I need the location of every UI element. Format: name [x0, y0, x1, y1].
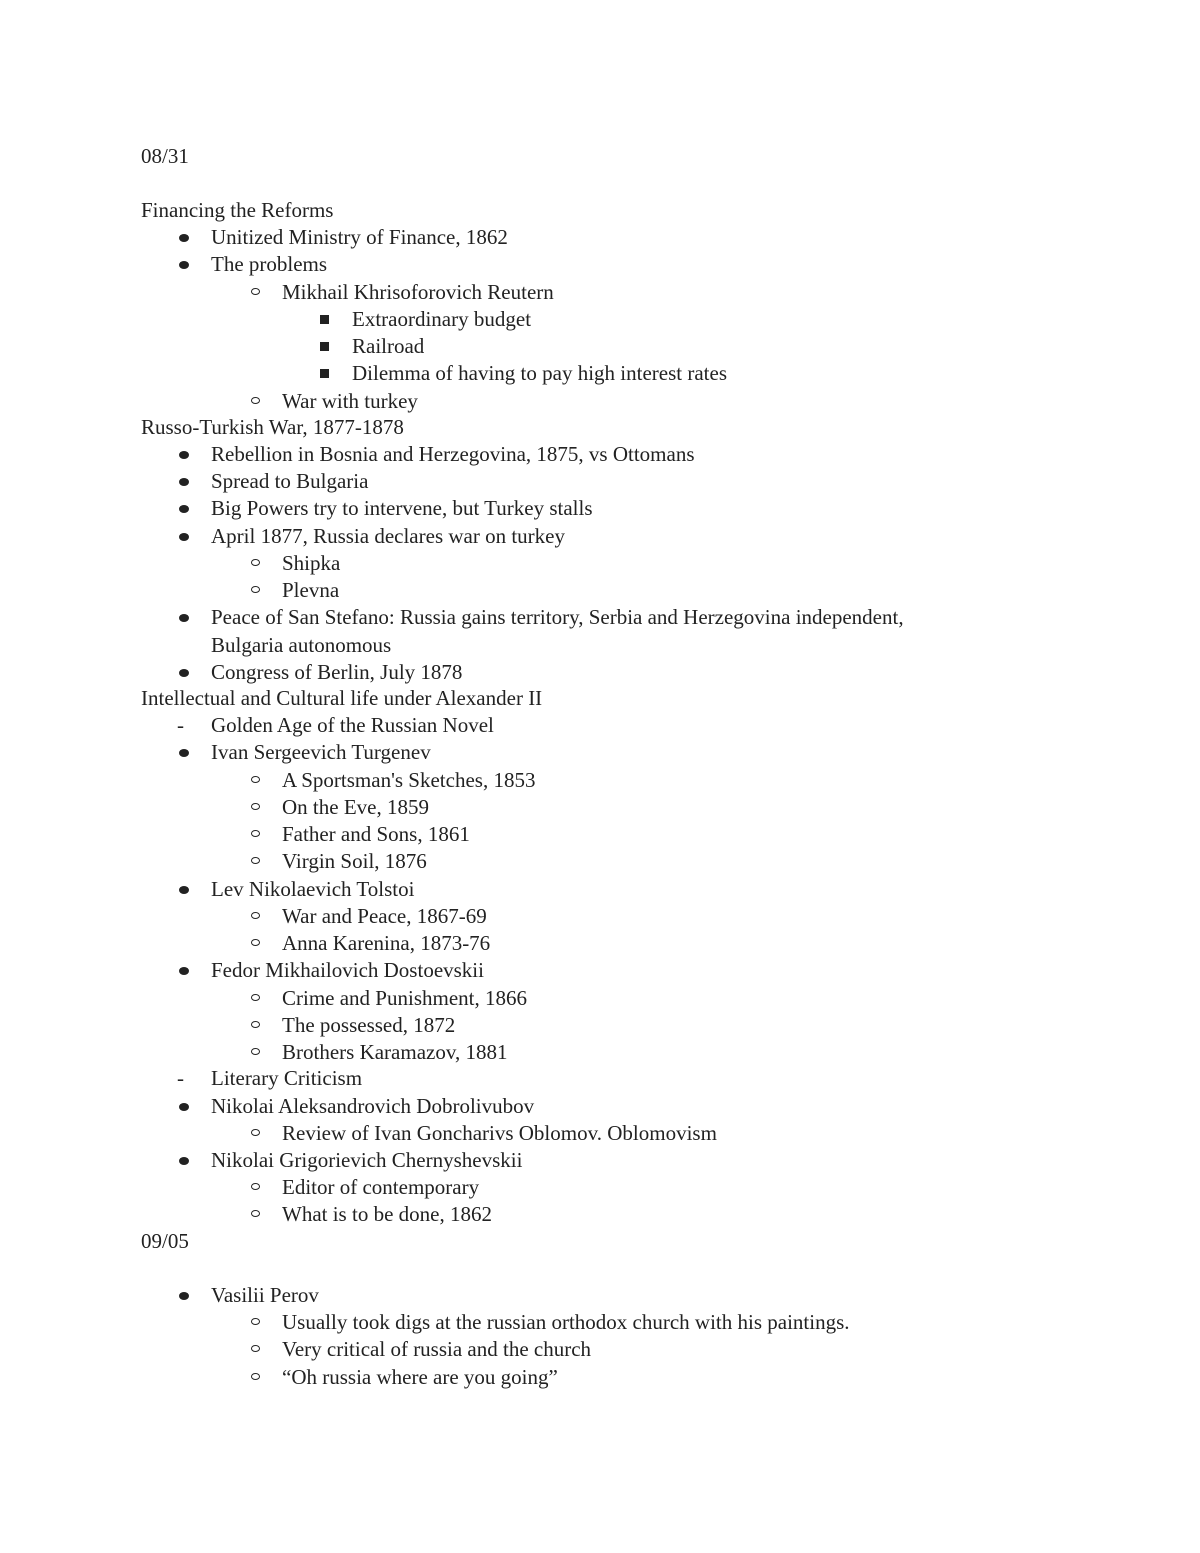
bullet-circle-icon: [251, 1021, 260, 1028]
bullet-dot-icon: [179, 505, 189, 513]
bullet-dot-icon: [179, 234, 189, 242]
bullet-circle-icon: [251, 939, 260, 946]
bullet-circle-icon: [251, 1183, 260, 1190]
bullet-square-icon: [320, 342, 329, 351]
bullet-circle-icon: [251, 803, 260, 810]
bullet-dot-icon: [179, 749, 189, 757]
bullet-circle-icon: [251, 288, 260, 295]
bullet-circle-icon: [251, 912, 260, 919]
dash-marker: -: [177, 713, 184, 737]
bullet-circle-icon: [251, 1048, 260, 1055]
bullet-square-icon: [320, 369, 329, 378]
bullet-dot-icon: [179, 1157, 189, 1165]
bullet-dot-icon: [179, 1103, 189, 1111]
document-page: 08/31 Financing the Reforms Unitized Ministry of Finance, 1862 The problems Mikhail Khrisoforovich Reutern Extraordinary budget Railroad Dilemma of having to pay high interest rates War with turkey Russo-Turkish War, 1877-1878 Rebellion in Bosnia and Herzegovina, 1875, vs Ottomans Spread to Bulgaria Big Powers try to intervene, but Turkey stalls April 1877, Russia declares war on turkey Shipka Plevna Peace of San Stefano: Russia gains territory, Serbia and Herzegovina independent, Bulgaria autonomous Congress of Berlin, July 1878 Intellectual and Cultural life under Alexander II - Golden Age of the Russian Novel Ivan Sergeevich Turgenev A Sportsman's Sketches, 1853 On the Eve, 1859 Father and Sons, 1861 Virgin Soil, 1876 Lev Nikolaevich Tolstoi War and Peace, 1867-69 Anna Karenina, 1873-76 Fedor Mikhailovich Dostoevskii Crime and Punishment, 1866 The possessed, 1872 Brothers Karamazov, 1881 - Literary Criticism Nikolai Aleksandrovich Dobrolivubov Review of Ivan Goncharivs Oblomov. Oblomovism Nikolai Grigorievich Chernyshevskii Editor of contemporary What is to be done, 1862 09/05 Vasilii Perov Usually took digs at the russian orthodox church with his paintings. Very critical of russia and the church “Oh russia where are you going”: [141, 144, 904, 1389]
bullet-circle-icon: [251, 776, 260, 783]
bullet-dot-icon: [179, 1292, 189, 1300]
bullet-dot-icon: [179, 967, 189, 975]
bullet-circle-icon: [251, 559, 260, 566]
bullet-circle-icon: [251, 857, 260, 864]
bullet-circle-icon: [251, 1318, 260, 1325]
bullet-circle-icon: [251, 1129, 260, 1136]
dash-marker: -: [177, 1066, 184, 1090]
bullet-circle-icon: [251, 830, 260, 837]
bullet-dot-icon: [179, 261, 189, 269]
bullet-circle-icon: [251, 1345, 260, 1352]
bullet-dot-icon: [179, 669, 189, 677]
bullet-square-icon: [320, 315, 329, 324]
bullet-dot-icon: [179, 886, 189, 894]
bullet-dot-icon: [179, 478, 189, 486]
bullet-dot-icon: [179, 451, 189, 459]
bullet-circle-icon: [251, 994, 260, 1001]
bullet-dot-icon: [179, 614, 189, 622]
bullet-circle-icon: [251, 586, 260, 593]
bullet-circle-icon: [251, 1373, 260, 1380]
bullet-circle-icon: [251, 1210, 260, 1217]
bullet-dot-icon: [179, 533, 189, 541]
bullet-circle-icon: [251, 397, 260, 404]
